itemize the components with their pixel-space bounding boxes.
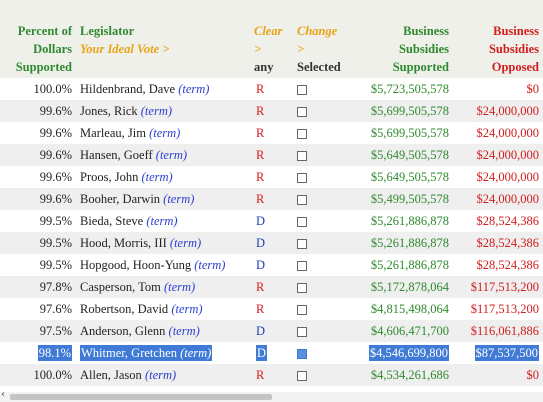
header-sup-line1: Business	[403, 24, 449, 38]
select-checkbox[interactable]	[297, 327, 307, 337]
opposed-amount: $24,000,000	[476, 104, 539, 118]
legislator-name: Allen, Jason	[80, 368, 142, 382]
legislator-name: Bieda, Steve	[80, 214, 144, 228]
change-selected-label: Selected	[297, 60, 341, 74]
table-row	[0, 144, 543, 166]
select-checkbox[interactable]	[297, 371, 307, 381]
legislator-name: Marleau, Jim	[80, 126, 146, 140]
party-cell: R	[256, 192, 265, 206]
party-cell: D	[256, 214, 266, 228]
scroll-left-icon[interactable]: ‹	[1, 389, 5, 400]
term-link[interactable]: (term)	[141, 170, 173, 184]
percent-cell: 99.5%	[39, 258, 72, 272]
select-checkbox[interactable]	[297, 283, 307, 293]
term-link[interactable]: (term)	[194, 258, 226, 272]
opposed-amount: $24,000,000	[476, 126, 539, 140]
supported-amount: $4,815,498,064	[370, 302, 449, 316]
select-checkbox[interactable]	[297, 239, 307, 249]
select-checkbox[interactable]	[297, 195, 307, 205]
table-row	[0, 320, 543, 342]
header-clear	[250, 0, 293, 78]
header-legislator-title: Legislator	[80, 24, 135, 38]
table-row	[0, 122, 543, 144]
select-checkbox[interactable]	[297, 173, 307, 183]
legislator-name: Casperson, Tom	[80, 280, 161, 294]
party-cell: D	[256, 236, 266, 250]
supported-amount: $5,699,505,578	[370, 104, 449, 118]
select-checkbox[interactable]	[297, 85, 307, 95]
party-cell: R	[256, 126, 265, 140]
percent-cell: 98.1%	[38, 346, 71, 360]
legislator-name: Robertson, David	[80, 302, 169, 316]
party-cell: R	[256, 170, 265, 184]
header-legislator	[76, 0, 250, 78]
select-checkbox[interactable]	[297, 217, 307, 227]
percent-cell: 99.5%	[39, 214, 72, 228]
legislator-name: Jones, Rick	[80, 104, 138, 118]
table-row	[0, 78, 543, 100]
clear-any-label: any	[254, 60, 274, 74]
term-link[interactable]: (term)	[140, 104, 173, 118]
party-cell: R	[256, 104, 265, 118]
party-cell: R	[256, 302, 265, 316]
supported-amount: $5,261,886,878	[370, 258, 449, 272]
legislator-name: Hildenbrand, Dave	[80, 82, 176, 96]
opposed-amount: $0	[526, 368, 539, 382]
percent-cell: 97.6%	[39, 302, 72, 316]
select-checkbox[interactable]	[297, 107, 307, 117]
select-checkbox[interactable]	[297, 129, 307, 139]
term-link[interactable]: (term)	[163, 280, 196, 294]
legislator-name: Whitmer, Gretchen	[81, 346, 177, 360]
header-sup-line2: Subsidies	[398, 42, 449, 56]
change-link[interactable]: Change	[297, 24, 338, 38]
supported-amount: $5,499,505,578	[370, 192, 449, 206]
supported-amount: $5,172,878,064	[370, 280, 449, 294]
percent-cell: 100.0%	[33, 368, 72, 382]
party-cell: R	[256, 82, 265, 96]
clear-arrow[interactable]: >	[254, 42, 262, 56]
table-row	[0, 254, 543, 276]
table-body	[0, 78, 543, 386]
term-link[interactable]: (term)	[144, 368, 177, 382]
percent-cell: 99.6%	[39, 104, 72, 118]
percent-cell: 99.6%	[39, 192, 72, 206]
table-row	[0, 276, 543, 298]
select-checkbox[interactable]	[297, 349, 307, 359]
header-sup-line3: Supported	[392, 60, 449, 74]
supported-amount: $5,723,505,578	[370, 82, 449, 96]
party-cell: R	[256, 148, 265, 162]
legislator-name: Anderson, Glenn	[80, 324, 166, 338]
opposed-amount: $87,537,500	[475, 346, 538, 360]
term-link[interactable]: (term)	[180, 346, 212, 360]
opposed-amount: $117,513,200	[470, 302, 539, 316]
opposed-amount: $28,524,386	[476, 236, 539, 250]
percent-cell: 99.5%	[39, 236, 72, 250]
table-row-highlighted	[0, 342, 543, 364]
party-cell: D	[256, 258, 266, 272]
term-link[interactable]: (term)	[155, 148, 188, 162]
term-link[interactable]: (term)	[169, 236, 202, 250]
select-checkbox[interactable]	[297, 151, 307, 161]
clear-link[interactable]: Clear	[254, 24, 283, 38]
supported-amount: $5,699,505,578	[370, 126, 449, 140]
opposed-amount: $117,513,200	[470, 280, 539, 294]
table-row	[0, 100, 543, 122]
percent-cell: 100.0%	[33, 82, 72, 96]
percent-cell: 99.6%	[39, 148, 72, 162]
party-cell: R	[256, 280, 265, 294]
table-row	[0, 298, 543, 320]
legislator-name: Booher, Darwin	[80, 192, 161, 206]
supported-amount: $4,534,261,686	[370, 368, 449, 382]
legislator-name: Hood, Morris, III	[80, 236, 167, 250]
supported-amount: $5,649,505,578	[370, 170, 449, 184]
legislator-name: Proos, John	[80, 170, 139, 184]
header-percent-line1: Percent of	[17, 24, 72, 38]
header-opp-line3: Opposed	[491, 60, 539, 74]
header-opp-line2: Subsidies	[488, 42, 539, 56]
supported-amount: $4,606,471,700	[370, 324, 449, 338]
header-subsidies-supported	[355, 0, 453, 78]
supported-amount: $4,546,699,800	[369, 346, 448, 360]
header-opp-line1: Business	[493, 24, 539, 38]
header-change	[293, 0, 355, 78]
horizontal-scrollbar[interactable]	[0, 389, 543, 402]
scrollbar-thumb[interactable]	[10, 394, 272, 400]
table-header	[0, 0, 543, 78]
header-percent-line3: Supported	[15, 60, 72, 74]
term-link[interactable]: (term)	[163, 192, 195, 206]
term-link[interactable]: (term)	[171, 302, 203, 316]
table-row	[0, 232, 543, 254]
legislator-name: Hansen, Goeff	[80, 148, 153, 162]
percent-cell: 99.6%	[39, 126, 72, 140]
opposed-amount: $28,524,386	[476, 214, 539, 228]
opposed-amount: $24,000,000	[476, 192, 539, 206]
ideal-vote-link[interactable]: Your Ideal Vote >	[80, 42, 170, 56]
header-percent-line2: Dollars	[33, 42, 72, 56]
table-row	[0, 166, 543, 188]
change-arrow[interactable]: >	[297, 42, 305, 56]
table-row	[0, 364, 543, 386]
header-subsidies-opposed	[453, 0, 543, 78]
party-cell: D	[256, 324, 266, 338]
select-checkbox[interactable]	[297, 305, 307, 315]
supported-amount: $5,261,886,878	[370, 236, 449, 250]
party-cell: D	[257, 346, 267, 360]
supported-amount: $5,261,886,878	[370, 214, 449, 228]
term-link[interactable]: (term)	[168, 324, 200, 338]
term-link[interactable]: (term)	[149, 126, 181, 140]
opposed-amount: $28,524,386	[476, 258, 539, 272]
term-link[interactable]: (term)	[178, 82, 210, 96]
term-link[interactable]: (term)	[146, 214, 178, 228]
header-percent	[0, 0, 76, 78]
opposed-amount: $0	[526, 82, 539, 96]
opposed-amount: $24,000,000	[476, 148, 539, 162]
party-cell: R	[256, 368, 265, 382]
table-row	[0, 210, 543, 232]
percent-cell: 99.6%	[39, 170, 72, 184]
table-row	[0, 188, 543, 210]
percent-cell: 97.8%	[39, 280, 72, 294]
percent-cell: 97.5%	[39, 324, 72, 338]
legislator-name: Hopgood, Hoon-Yung	[80, 258, 192, 272]
opposed-amount: $24,000,000	[476, 170, 539, 184]
supported-amount: $5,649,505,578	[370, 148, 449, 162]
select-checkbox[interactable]	[297, 261, 307, 271]
opposed-amount: $116,061,886	[470, 324, 539, 338]
